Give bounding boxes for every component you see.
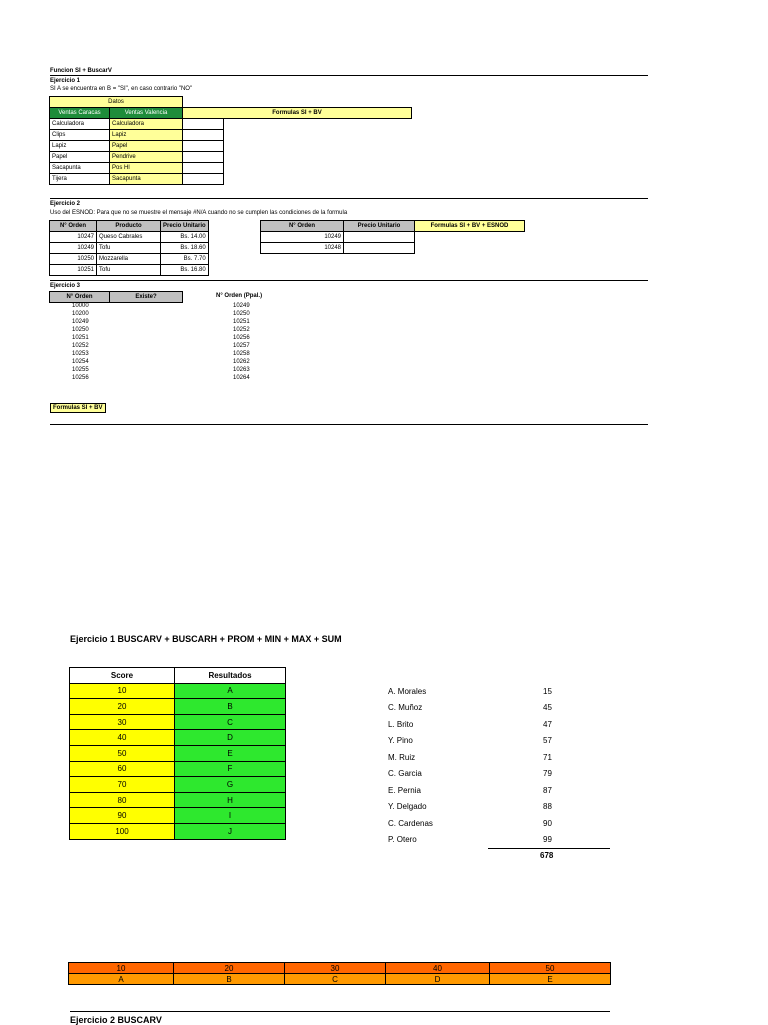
person-score: 71 (543, 753, 552, 762)
cell: E (490, 974, 611, 985)
cell: 40 (386, 963, 490, 974)
section3-subtitle: Ejercicio 3 (50, 283, 81, 289)
divider (50, 280, 648, 281)
section1-instruction: SI A se encuentra en B = "SI", en caso contrario "NO" (50, 86, 193, 92)
divider (50, 424, 648, 425)
list-item: 10249 (72, 319, 89, 325)
sum-line (488, 848, 610, 849)
cell: Tofu (97, 265, 161, 276)
list-item: 10255 (72, 367, 89, 373)
list-item: 10251 (72, 335, 89, 341)
person-score: 99 (543, 835, 552, 844)
cell: 80 (70, 792, 175, 808)
col-ventas-valencia: Ventas Valencia (110, 108, 183, 119)
list-item: 10252 (72, 343, 89, 349)
divider (70, 1011, 610, 1012)
cell: A (69, 974, 174, 985)
list-item: 10262 (233, 359, 250, 365)
cell: Lapiz (50, 141, 110, 152)
lookup-col-orden: N° Orden (261, 221, 344, 232)
table-row (70, 730, 286, 746)
person-name: C. Muñoz (388, 703, 423, 712)
table-row (50, 141, 412, 152)
cell: B (174, 974, 285, 985)
person-name: L. Brito (388, 720, 414, 729)
person-name: C. Garcia (388, 769, 422, 778)
section2-lookup-table (260, 220, 525, 254)
list-item: 10256 (233, 335, 250, 341)
table-row (70, 699, 286, 715)
cell[interactable] (183, 119, 224, 130)
list-item: 10251 (233, 319, 250, 325)
cell: A (175, 683, 286, 699)
list-item: 10252 (233, 327, 250, 333)
table-row (50, 119, 412, 130)
cell[interactable] (183, 152, 224, 163)
cell: 20 (70, 699, 175, 715)
table-row (70, 745, 286, 761)
cell: 10249 (50, 243, 97, 254)
formula-label: Formulas SI + BV (50, 403, 106, 413)
list-item: 10258 (233, 351, 250, 357)
hlookup-table (68, 962, 611, 985)
cell: Sacapunta (110, 174, 183, 185)
table-row (70, 714, 286, 730)
cell: H (175, 792, 286, 808)
cell: Calculadora (50, 119, 110, 130)
table-row (70, 683, 286, 699)
cell[interactable] (183, 174, 224, 185)
list-item: 10257 (233, 343, 250, 349)
cell: 10 (70, 683, 175, 699)
cell: Bs. 16.80 (161, 265, 209, 276)
cell: Bs. 14.00 (161, 232, 209, 243)
cell: Papel (50, 152, 110, 163)
cell: Mozzarella (97, 254, 161, 265)
person-score: 87 (543, 786, 552, 795)
cell: Sacapunta (50, 163, 110, 174)
table-row (69, 974, 611, 985)
table-row (50, 152, 412, 163)
lookup-col-formula: Formulas SI + BV + ESNOD (415, 221, 525, 232)
person-score: 47 (543, 720, 552, 729)
cell: 70 (70, 777, 175, 793)
person-name: C. Cardenas (388, 819, 433, 828)
cell: B (175, 699, 286, 715)
section2-orders-table (49, 220, 209, 276)
bottom-title: Ejercicio 2 BUSCARV (70, 1015, 162, 1025)
cell: Queso Cabrales (97, 232, 161, 243)
person-name: Y. Delgado (388, 802, 427, 811)
divider (50, 75, 648, 76)
list-item: 10250 (72, 327, 89, 333)
cell: F (175, 761, 286, 777)
cell: 90 (70, 808, 175, 824)
col-precio: Precio Unitario (161, 221, 209, 232)
col-resultados: Resultados (175, 668, 286, 684)
cell: 100 (70, 823, 175, 839)
cell: Pendrive (110, 152, 183, 163)
col-orden-ppal: N° Orden (Ppal.) (216, 293, 263, 299)
cell: Bs. 7.70 (161, 254, 209, 265)
table-row (70, 792, 286, 808)
list-item: 10254 (72, 359, 89, 365)
list-item: 10256 (72, 375, 89, 381)
person-name: P. Otero (388, 835, 417, 844)
table-row (70, 823, 286, 839)
ordenes-ppal-list (233, 302, 250, 382)
cell: 10247 (50, 232, 97, 243)
cell: Clips (50, 130, 110, 141)
col-producto: Producto (97, 221, 161, 232)
person-score: 79 (543, 769, 552, 778)
cell[interactable] (344, 232, 415, 243)
person-name: A. Morales (388, 687, 427, 696)
person-name: E. Pernia (388, 786, 421, 795)
person-score: 45 (543, 703, 552, 712)
cell: 40 (70, 730, 175, 746)
cell[interactable] (183, 163, 224, 174)
person-name: M. Ruiz (388, 753, 416, 762)
cell: 10250 (50, 254, 97, 265)
cell: 10 (69, 963, 174, 974)
page2-title: Ejercicio 1 BUSCARV + BUSCARH + PROM + MIN + MAX + SUM (70, 634, 342, 644)
person-name: Y. Pino (388, 736, 413, 745)
cell: Tofu (97, 243, 161, 254)
ordenes-list (72, 302, 89, 382)
cell: 50 (490, 963, 611, 974)
cell[interactable] (183, 130, 224, 141)
list-item: 10200 (72, 311, 89, 317)
list-item: 10263 (233, 367, 250, 373)
section1-subtitle: Ejercicio 1 (50, 78, 81, 84)
table-row (70, 777, 286, 793)
cell: 30 (285, 963, 386, 974)
cell[interactable] (183, 141, 224, 152)
list-item: 10253 (72, 351, 89, 357)
list-item: 10000 (72, 303, 89, 309)
datos-header: Datos (50, 97, 183, 108)
col-score: Score (70, 668, 175, 684)
person-score: 90 (543, 819, 552, 828)
cell: 50 (70, 745, 175, 761)
table-row (69, 963, 611, 974)
table-row (261, 243, 525, 254)
cell[interactable] (344, 243, 415, 254)
cell: D (175, 730, 286, 746)
cell: Pos Hl (110, 163, 183, 174)
cell: Lapiz (110, 130, 183, 141)
col-orden: N° Orden (50, 292, 110, 303)
section2-subtitle: Ejercicio 2 (50, 201, 81, 207)
total-score: 678 (540, 851, 554, 860)
list-item: 10264 (233, 375, 250, 381)
cell: C (175, 714, 286, 730)
cell: D (386, 974, 490, 985)
cell: Tijera (50, 174, 110, 185)
divider (50, 198, 648, 199)
table-row (50, 254, 209, 265)
cell: 10249 (261, 232, 344, 243)
list-item: 10249 (233, 303, 250, 309)
cell: 30 (70, 714, 175, 730)
lookup-col-precio: Precio Unitario (344, 221, 415, 232)
col-orden: N° Orden (50, 221, 97, 232)
section3-header (49, 291, 183, 303)
table-row (50, 265, 209, 276)
cell: 10251 (50, 265, 97, 276)
cell: I (175, 808, 286, 824)
cell: Papel (110, 141, 183, 152)
cell: Calculadora (110, 119, 183, 130)
person-score: 88 (543, 802, 552, 811)
cell: E (175, 745, 286, 761)
cell: 60 (70, 761, 175, 777)
person-score: 15 (543, 687, 552, 696)
person-score: 57 (543, 736, 552, 745)
cell: J (175, 823, 286, 839)
table-row (70, 761, 286, 777)
list-item: 10250 (233, 311, 250, 317)
col-ventas-caracas: Ventas Caracas (50, 108, 110, 119)
table-row (70, 808, 286, 824)
section1-title: Funcion SI + BuscarV (50, 68, 112, 74)
cell: Bs. 18.60 (161, 243, 209, 254)
table-row (50, 130, 412, 141)
cell: C (285, 974, 386, 985)
section1-table (49, 96, 412, 185)
col-existe: Existe? (110, 292, 183, 303)
table-row (50, 163, 412, 174)
table-row (50, 174, 412, 185)
table-row (261, 232, 525, 243)
formula-header: Formulas SI + BV (183, 108, 412, 119)
table-row (50, 232, 209, 243)
cell: 10248 (261, 243, 344, 254)
cell: 20 (174, 963, 285, 974)
table-row (50, 243, 209, 254)
section2-instruction: Uso del ESNOD: Para que no se muestre el mensaje #N/A cuando no se cumplen las condiciones de la formula (50, 210, 348, 216)
score-table (69, 667, 286, 840)
cell: G (175, 777, 286, 793)
